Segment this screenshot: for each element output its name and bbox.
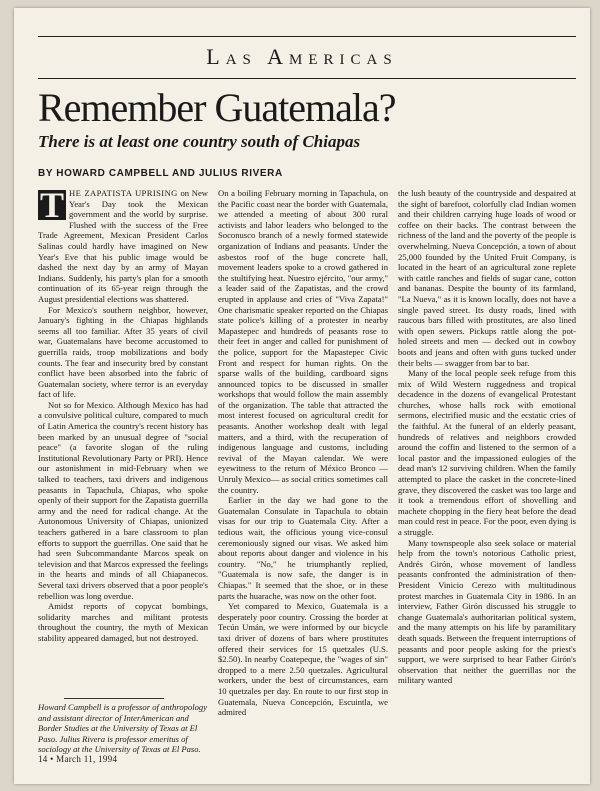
paragraph: Many of the local people seek refuge from this mix of Wild Western ruggedness and tropical decadence in the dozens of evangelical Protestant churches, whose halls rock with emotional sermons, electrified music and the ecstatic cries of the faithful. At the funeral of an elderly peasant, hundreds of relatives and neighbors crowded around the coffin and listened to the sermon of a local pastor and the impassioned eulogies of the dead man's 12 surviving children. When the family attempted to place the casket in the concrete-lined grave, they discovered the casket was too large and it took a tremendous effort of shovelling and machete chopping in the fiery heat before the dead man could rest in peace. For the poor, even dying is a struggle. xyxy=(398,368,576,537)
column-2 xyxy=(218,188,388,718)
subheadline: There is at least one country south of Chiapas xyxy=(38,132,361,151)
paragraph xyxy=(38,185,208,305)
column-3 xyxy=(398,188,576,784)
paragraph: Not so for Mexico. Although Mexico has had a convulsive political culture, compared to much of Latin America the country's recent history has been marked by an unusual degree of "social peace" (a favorite slogan of the ruling Institutional Revolutionary Party or PRI). Hence our astonishment in mid-February when we talked to teachers, taxi drivers and indigenous peasants in Tapachula, Chiapas, who spoke openly of their support for the Zapatista guerrilla army and the need for radical change. At the Autonomous University of Chiapas, unionized teachers gathered in a bare classroom to plan efforts to support the guerrillas. One said that he had seen Subcommandante Marcos speak on television and that Marcos expressed the feelings in the hearts and minds of all Chiapanecos. Several taxi drivers observed that a poor people's rebellion was long overdue. xyxy=(38,399,208,601)
paragraph: For Mexico's southern neighbor, however, January's fighting in the Chiapas highlands seems all too familiar. After 35 years of civil war, Guatemalans have become accustomed to guerrilla raids, troop mobilizations and body counts. The fear and insecurity bred by constant conflict have been absorbed into the fabric of Guatemalan society, where terror is an everyday fact of life. xyxy=(38,304,208,400)
author-bio: Howard Campbell is a professor of anthropology and assistant director of InterAmerican and Border Studies at the University of Texas at El Paso. Julius Rivera is professor emeritus of sociology at the University of Texas at El Paso. xyxy=(38,702,208,755)
page-folio: 14 • March 11, 1994 xyxy=(38,754,118,764)
column-1 xyxy=(38,185,208,708)
section-title: Las Americas xyxy=(206,44,398,69)
paragraph: the lush beauty of the countryside and despaired at the sight of barefoot, colorfully clad Indian women and their children carrying huge loads of wood or coffee on their backs. The contrast between the richness of the land and the poverty of the people is overwhelming. Nueva Concepción, a town of about 25,000 founded by the United Fruit Company, is located in the heart of an agricultural zone replete with cattle ranches and fields of sugar cane, cotton and bananas. Despite the bounty of its farmland, "La Nueva," as it is known locally, does not have a single paved street. Its dusty roads, lined with raucous bars filled with prostitutes, are also lined with open sewers. Pickups rattle along the pot-holed streets and men — decked out in cowboy boots and jeans and often with guns tucked under their belts — swagger from bar to bar. xyxy=(398,188,576,368)
paragraph: Yet compared to Mexico, Guatemala is a desperately poor country. Crossing the border at Tecún Umán, we were informed by our bicycle taxi driver of dozens of bars where prostitutes offered their services for 15 quetzales (U.S. $2.50). In nearby Coatepeque, the "wages of sin" dropped to a mere 2.50 quetzales. Agricultural workers, under the best of circumstances, earn 10 quetzales per day. En route to our first stop in Guatemala, Nueva Concepción, Escuintla, we admired xyxy=(218,601,388,718)
drop-cap: T xyxy=(40,185,65,225)
section-rule xyxy=(38,78,576,79)
paragraph-text: on New Year's Day took the Mexican government and the world by surprise. Flushed with the success of the Free Trade Agreement, Mexican President Carlos Salinas could hardly have imagined on New Year's Eve that his public image would be dashed the next day by an army of Mayan Indians. Suddenly, his party's plan for a smooth continuation of its 65-year reign through the August presidential elections was shattered. xyxy=(38,188,208,304)
lead-in: HE ZAPATISTA UPRISING xyxy=(69,188,178,198)
paragraph: Many townspeople also seek solace or material help from the town's notorious Catholic priest, Andrés Girón, whose movement of landless peasants confronted the administration of then-President Vinicio Cerezo with multitudinous protest marches in Guatemala City in 1986. In an interview, Father Girón discussed his struggle to change Guatemala's authoritarian political system, and the many attempts on his life by paramilitary death squads. Between the frequent interruptions of peasants and poor people asking for the priest's support, we were surprised to hear Father Girón's observation that neither the guerrillas nor the military wanted xyxy=(398,537,576,686)
paragraph: Earlier in the day we had gone to the Guatemalan Consulate in Tapachula to obtain visas for our trip to Guatemala City. After a tedious wait, the officious young vice-consul ceremoniously signed our visas. We asked him about reports about danger and violence in his country. "No," he triumphantly replied, "Guatemala is now safe, the danger is in Chiapas." It seemed that the shoe, or in these parts the huarache, was now on the other foot. xyxy=(218,495,388,601)
headline: Remember Guatemala? xyxy=(38,85,396,130)
top-rule xyxy=(38,36,576,37)
bio-rule xyxy=(64,698,164,699)
magazine-page xyxy=(14,8,590,784)
byline: BY HOWARD CAMPBELL AND JULIUS RIVERA xyxy=(38,168,283,179)
paragraph: On a boiling February morning in Tapachula, on the Pacific coast near the border with Guatemala, we attended a meeting of about 300 rural activists and labor leaders who belonged to the Soconusco branch of a newly formed statewide organization of Indians and peasants. Under the asbestos roof of the huge concrete hall, movement leaders spoke to a crowd gathered in the stultifying heat. Nuestro ejército, "our army," a leader said of the Zapatistas, and the crowd erupted in applause and cries of "Viva Zapata!" One charismatic speaker reported on the Chiapas state police's killing of a protester in nearby Mapastepec and hundreds of peasants rose to their feet in anger and called for punishment of the police, support for the Mapastepec Civic Front and respect for human rights. On the sparse walls of the building, cardboard signs announced topics to be discussed in smaller workshops that would follow the main assembly of the organization. The table that attracted the most interest focused on agricultural credit for peasants. Another workshop dealt with legal matters, and a third, with the recuperation of indigenous language and customs, including revival of the Mayan calendar. We were eyewitness to the return of México Bronco — Unruly Mexico— as social critics sometimes call the country. xyxy=(218,188,388,495)
paragraph: Amidst reports of copycat bombings, solidarity marches and militant protests throughout the country, the myth of Mexican stability appeared damaged, but not destroyed. xyxy=(38,601,208,643)
